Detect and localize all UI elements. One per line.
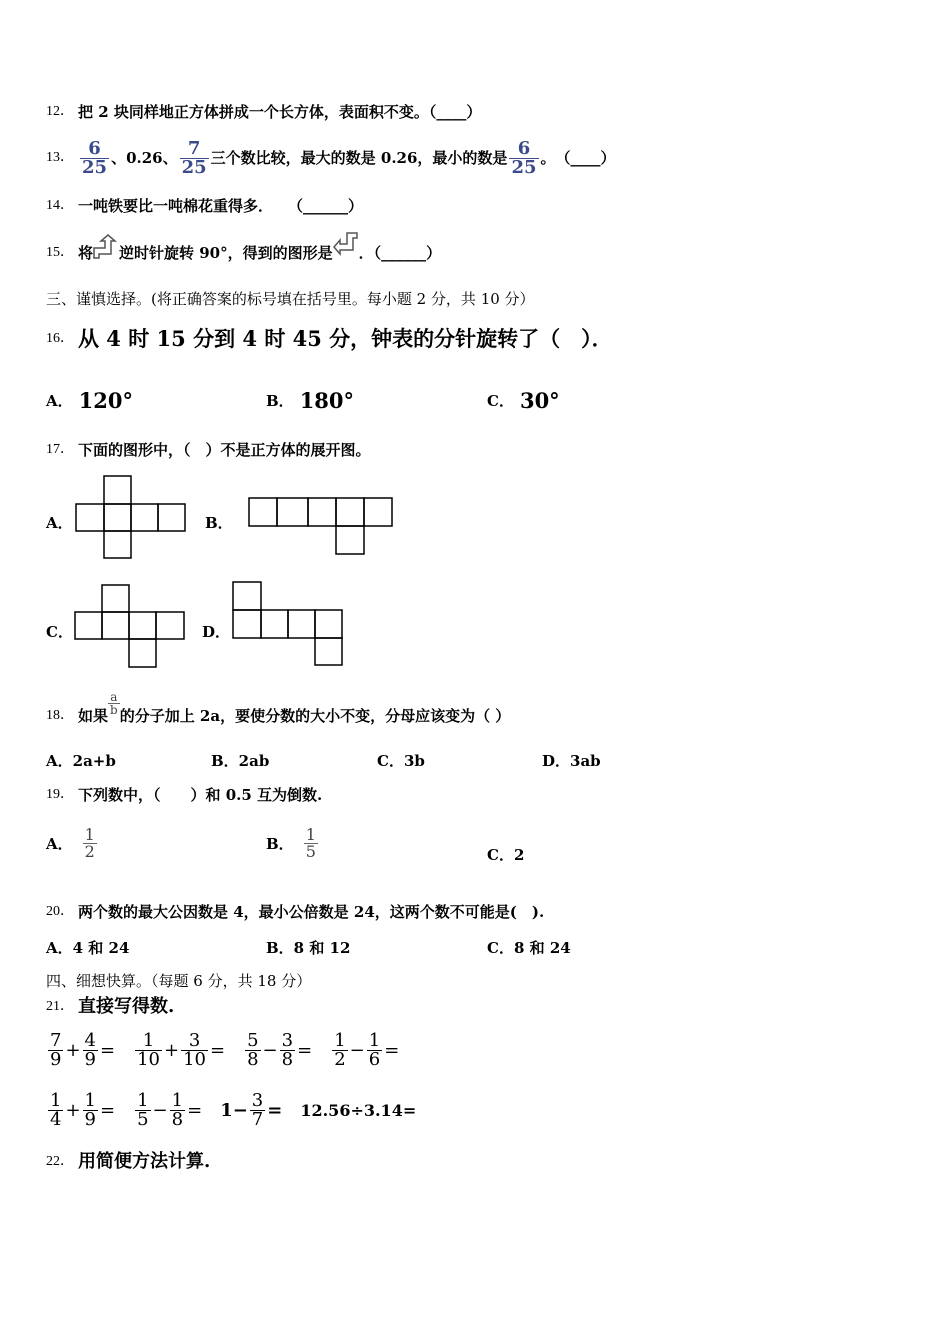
q18-option-a[interactable]: A．2a+b: [46, 752, 116, 770]
question-21: 21． 直接写得数.: [46, 996, 175, 1017]
question-12-text: 把 2 块同样地正方体拼成一个长方体，表面积不变。（____）: [78, 103, 482, 121]
calc-item-7: 1− $\frac{3}{7}$ =: [220, 1089, 283, 1130]
calc-item-5: $\frac{1}{4}$ + $\frac{1}{9}$ =: [50, 1089, 116, 1130]
fraction-6-25: $\frac{6}{25}$: [82, 137, 108, 178]
net-figure-d: [232, 581, 344, 667]
q18-option-b[interactable]: B．2ab: [211, 752, 270, 770]
q18-option-d[interactable]: D．3ab: [542, 752, 601, 770]
arrow-shape-original-icon: [93, 240, 119, 266]
net-figure-b: [248, 497, 393, 555]
calc-row-2: [46, 1088, 434, 1132]
fraction-1-2: $\frac{1}{2}$: [84, 824, 95, 861]
question-19: 19． 下列数中，（ ）和 0.5 互为倒数.: [46, 786, 323, 804]
fraction-1-5: $\frac{1}{5}$: [305, 824, 316, 861]
q16-option-b[interactable]: B． 180°: [266, 388, 355, 413]
q20-option-c[interactable]: C．8 和 24: [487, 939, 571, 957]
question-17: 17． 下面的图形中，（ ）不是正方体的展开图。: [46, 441, 371, 459]
q20-option-b[interactable]: B．8 和 12: [266, 939, 351, 957]
question-12: 12． 把 2 块同样地正方体拼成一个长方体，表面积不变。（____）: [46, 103, 482, 121]
q17-option-a[interactable]: A．: [46, 514, 73, 532]
q16-option-c[interactable]: C． 30°: [487, 388, 560, 413]
fraction-7-25: $\frac{7}{25}$: [181, 137, 207, 178]
q17-option-d[interactable]: D．: [202, 623, 231, 641]
net-figure-c: [74, 584, 186, 668]
q17-option-b[interactable]: B．: [205, 514, 233, 532]
section-4-heading: 四、细想快算。（每题 6 分，共 18 分）: [46, 972, 312, 990]
calc-item-6: $\frac{1}{5}$ − $\frac{1}{8}$ =: [137, 1089, 203, 1130]
question-13: 13． $\frac{6}{25}$ 、0.26、 $\frac{7}{25}$ 三个数比较，最大的数是 0.26，最小的数是 $\frac{6}{25}$ 。 （____）: [46, 137, 616, 178]
fraction-6-25-b: $\frac{6}{25}$: [511, 137, 537, 178]
calc-item-3: $\frac{5}{8}$ − $\frac{3}{8}$ =: [247, 1029, 313, 1070]
calc-row-1: [46, 1028, 417, 1072]
arrow-shape-rotated-icon: [333, 240, 359, 266]
q20-option-a[interactable]: A．4 和 24: [46, 939, 130, 957]
question-16: 16． 从 4 时 15 分到 4 时 45 分，钟表的分针旋转了（ ）．: [46, 326, 613, 351]
q16-option-a[interactable]: A． 120°: [46, 388, 133, 413]
question-18: 18． 如果 $\frac{a}{b}$ 的分子加上 2a，要使分数的大小不变，分母应该变为（ ）: [46, 690, 511, 725]
fraction-a-b: $\frac{a}{b}$: [110, 690, 118, 717]
calc-item-1: $\frac{7}{9}$ + $\frac{4}{9}$ =: [50, 1029, 116, 1070]
question-14: 14． 一吨铁要比一吨棉花重得多． （______）: [46, 197, 364, 215]
q19-option-a[interactable]: A． $\frac{1}{2}$: [46, 824, 95, 861]
calc-item-4: $\frac{1}{2}$ − $\frac{1}{6}$ =: [334, 1029, 400, 1070]
q18-option-c[interactable]: C．3b: [377, 752, 425, 770]
calc-item-8: 12.56÷3.14=: [300, 1100, 417, 1120]
net-figure-a: [75, 475, 187, 559]
question-20: 20． 两个数的最大公因数是 4，最小公倍数是 24，这两个数不可能是( ).: [46, 903, 545, 921]
calc-item-2: $\frac{1}{10}$ + $\frac{3}{10}$ =: [137, 1029, 226, 1070]
q19-option-b[interactable]: B． $\frac{1}{5}$: [266, 824, 316, 861]
question-22: 22． 用简便方法计算.: [46, 1151, 211, 1172]
question-15: 15． 将 逆时针旋转 90°，得到的图形是 ．（______）: [46, 240, 441, 266]
q17-option-c[interactable]: C．: [46, 623, 73, 641]
section-3-heading: 三、谨慎选择。(将正确答案的标号填在括号里。每小题 2 分，共 10 分）: [46, 290, 535, 308]
q19-option-c[interactable]: C．2: [487, 846, 525, 864]
